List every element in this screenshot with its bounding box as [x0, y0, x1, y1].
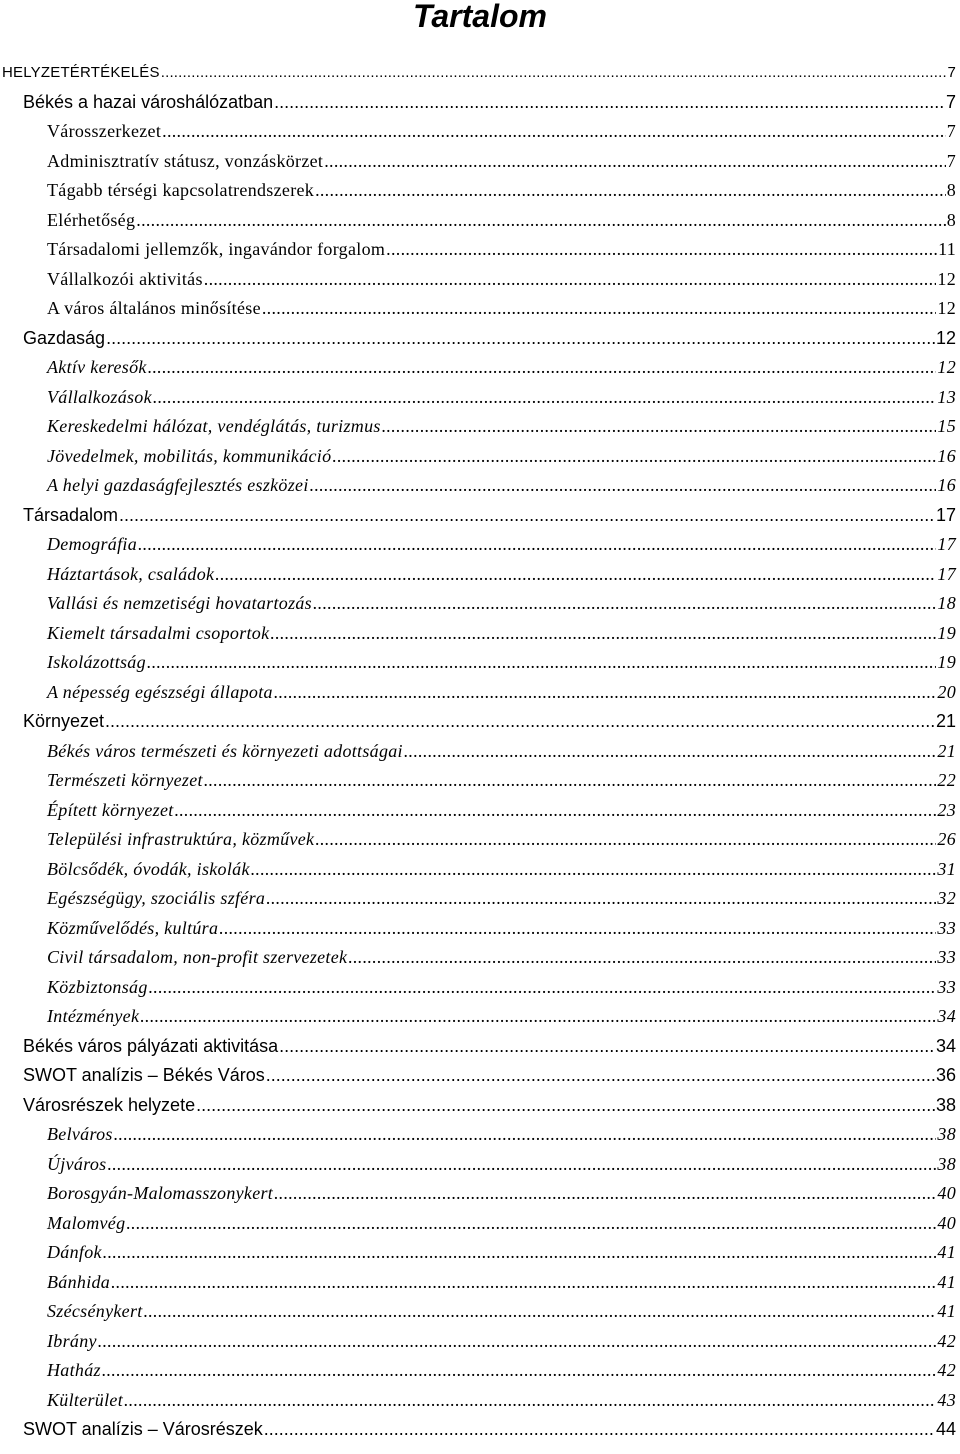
toc-entry-page-number: 34 [937, 1006, 956, 1026]
dot-leader [310, 471, 937, 501]
dot-leader [153, 383, 937, 413]
dot-leader [251, 855, 937, 885]
toc-entry-page-number: 17 [937, 534, 956, 554]
dot-leader [266, 1061, 935, 1091]
toc-section-entry[interactable] [0, 1032, 956, 1062]
toc-entry-title: Környezet [23, 711, 105, 731]
toc-section-entry[interactable] [0, 501, 956, 531]
toc-entry-page-number: 33 [937, 917, 956, 938]
toc-section-entry[interactable] [0, 88, 956, 118]
toc-entry-title: HELYZETÉRTÉKELÉS [2, 64, 160, 81]
toc-subsection-entry[interactable] [0, 1386, 956, 1416]
toc-entry-title: SWOT analízis – Békés Város [23, 1065, 265, 1085]
dot-leader [147, 648, 936, 678]
toc-entry-page-number: 36 [935, 1065, 956, 1085]
toc-entry-page-number: 33 [937, 976, 956, 997]
toc-entry-page-number: 38 [937, 1124, 956, 1144]
toc-entry-page-number: 18 [937, 593, 956, 613]
dot-leader [138, 530, 936, 560]
toc-entry-page-number: 38 [937, 1153, 956, 1174]
toc-subsection-entry[interactable] [0, 412, 956, 442]
toc-entry-title: Malomvég [47, 1212, 126, 1233]
toc-entry-title: Békés város természeti és környezeti adottságai [47, 740, 403, 761]
toc-entry-page-number: 21 [935, 711, 956, 731]
toc-entry-page-number: 13 [937, 386, 956, 407]
toc-subsection-entry[interactable] [0, 1268, 956, 1298]
toc-entry-title: Városrészek helyzete [23, 1094, 196, 1115]
toc-entry-page-number: 41 [937, 1242, 956, 1262]
dot-leader [102, 1356, 937, 1386]
toc-entry-title: Bánhida [47, 1271, 111, 1292]
toc-entry-title: Kereskedelmi hálózat, vendéglátás, turizmus [47, 416, 381, 436]
toc-entry-title: Társadalom [23, 504, 119, 525]
toc-section-entry[interactable] [0, 324, 956, 354]
dot-leader [114, 1120, 937, 1150]
toc-entry-title: Dánfok [47, 1242, 102, 1262]
dot-leader [382, 412, 937, 442]
toc-entry-title: SWOT analízis – Városrészek [23, 1419, 263, 1439]
toc-entry-page-number: 12 [937, 268, 956, 289]
toc-subsection-entry[interactable] [0, 973, 956, 1003]
toc-section-entry[interactable] [0, 1415, 956, 1445]
dot-leader [324, 147, 945, 177]
toc-entry-page-number: 7 [945, 91, 956, 112]
toc-entry-title: Újváros [47, 1153, 107, 1174]
toc-entry-page-number: 12 [935, 327, 956, 348]
dot-leader [262, 294, 937, 324]
toc-subsection-entry[interactable] [0, 766, 956, 796]
dot-leader [140, 1002, 936, 1032]
toc-subsection-entry[interactable] [0, 265, 956, 295]
dot-leader [215, 560, 936, 590]
toc-entry-page-number: 32 [937, 888, 956, 908]
dot-leader [264, 1415, 935, 1445]
toc-subsection-entry[interactable] [0, 678, 956, 708]
dot-leader [315, 176, 946, 206]
toc-subsection-entry[interactable] [0, 530, 956, 560]
toc-entry-page-number: 12 [937, 298, 956, 318]
toc-entry-page-number: 7 [947, 64, 956, 81]
toc-entry-title: Adminisztratív státusz, vonzáskörzet [47, 150, 324, 171]
toc-entry-title: Borosgyán-Malomasszonykert [47, 1183, 274, 1203]
toc-entry-title: Társadalomi jellemzők, ingavándor forgalom [47, 239, 386, 259]
toc-entry-title: Települési infrastruktúra, közművek [47, 829, 315, 849]
toc-entry-title: Szécsénykert [47, 1301, 143, 1321]
toc-subsection-entry[interactable] [0, 1327, 956, 1357]
dot-leader [119, 501, 935, 531]
toc-entry-page-number: 8 [946, 209, 956, 230]
toc-subsection-entry[interactable] [0, 353, 956, 383]
toc-entry-title: Békés város pályázati aktivitása [23, 1035, 279, 1056]
toc-entry-page-number: 19 [937, 652, 956, 672]
dot-leader [103, 1238, 937, 1268]
toc-entry-page-number: 15 [937, 416, 956, 436]
toc-entry-title: Egészségügy, szociális szféra [47, 888, 266, 908]
dot-leader [204, 265, 937, 295]
toc-entry-page-number: 26 [937, 829, 956, 849]
toc-entry-title: Békés a hazai városhálózatban [23, 91, 274, 112]
toc-entry-title: Háztartások, családok [47, 563, 215, 584]
toc-subsection-entry[interactable] [0, 471, 956, 501]
dot-leader [162, 117, 946, 147]
toc-subsection-entry[interactable] [0, 294, 956, 324]
toc-entry-title: A helyi gazdaságfejlesztés eszközei [47, 475, 309, 495]
toc-entry-title: Gazdaság [23, 327, 106, 348]
toc-entry-page-number: 22 [937, 770, 956, 790]
toc-section-entry[interactable] [0, 58, 956, 88]
dot-leader [149, 973, 937, 1003]
toc-subsection-entry[interactable] [0, 1356, 956, 1386]
dot-leader [106, 324, 935, 354]
toc-entry-page-number: 16 [937, 445, 956, 466]
dot-leader [348, 943, 936, 973]
dot-leader [315, 825, 936, 855]
toc-entry-title: Aktív keresők [47, 357, 147, 377]
toc-entry-page-number: 7 [946, 150, 956, 171]
dot-leader [274, 678, 937, 708]
dot-leader [274, 88, 945, 118]
toc-subsection-entry[interactable] [0, 1150, 956, 1180]
dot-leader [219, 914, 936, 944]
toc-entry-page-number: 16 [937, 475, 956, 495]
toc-entry-page-number: 7 [946, 121, 956, 141]
toc-subsection-entry[interactable] [0, 914, 956, 944]
dot-leader [204, 766, 937, 796]
toc-subsection-entry[interactable] [0, 147, 956, 177]
toc-entry-title: Vallási és nemzetiségi hovatartozás [47, 593, 312, 613]
toc-entry-page-number: 34 [935, 1035, 956, 1056]
toc-entry-page-number: 21 [937, 740, 956, 761]
toc-entry-page-number: 19 [937, 622, 956, 643]
toc-section-entry[interactable] [0, 1061, 956, 1091]
dot-leader [124, 1386, 936, 1416]
dot-leader [270, 619, 936, 649]
toc-entry-page-number: 42 [937, 1360, 956, 1380]
toc-entry-page-number: 43 [937, 1389, 956, 1410]
toc-entry-title: Iskolázottság [47, 652, 146, 672]
toc-subsection-entry[interactable] [0, 1002, 956, 1032]
toc-subsection-entry[interactable] [0, 442, 956, 472]
toc-entry-page-number: 33 [937, 947, 956, 967]
toc-entry-title: Közbiztonság [47, 976, 148, 997]
dot-leader [196, 1091, 935, 1121]
toc-entry-page-number: 31 [937, 858, 956, 879]
toc-subsection-entry[interactable] [0, 235, 956, 265]
toc-entry-title: Tágabb térségi kapcsolatrendszerek [47, 180, 315, 200]
toc-entry-title: Közművelődés, kultúra [47, 917, 219, 938]
toc-entry-page-number: 20 [937, 681, 956, 702]
table-of-contents [0, 58, 956, 1445]
toc-entry-page-number: 23 [937, 799, 956, 820]
toc-subsection-entry[interactable] [0, 1238, 956, 1268]
toc-entry-page-number: 11 [938, 239, 956, 259]
toc-subsection-entry[interactable] [0, 383, 956, 413]
toc-subsection-entry[interactable] [0, 855, 956, 885]
toc-entry-title: Civil társadalom, non-profit szervezetek [47, 947, 348, 967]
toc-subsection-entry[interactable] [0, 619, 956, 649]
toc-entry-title: Demográfia [47, 534, 137, 554]
toc-subsection-entry[interactable] [0, 1120, 956, 1150]
dot-leader [404, 737, 937, 767]
toc-entry-page-number: 17 [937, 563, 956, 584]
toc-entry-title: Természeti környezet [47, 770, 203, 790]
toc-entry-title: Külterület [47, 1389, 123, 1410]
toc-entry-page-number: 44 [935, 1419, 956, 1439]
toc-subsection-entry[interactable] [0, 796, 956, 826]
toc-entry-title: Ibrány [47, 1330, 97, 1351]
toc-entry-title: A város általános minősítése [47, 298, 261, 318]
dot-leader [386, 235, 937, 265]
toc-entry-title: Belváros [47, 1124, 113, 1144]
toc-section-entry[interactable] [0, 707, 956, 737]
toc-entry-title: Vállalkozások [47, 386, 152, 407]
toc-subsection-entry[interactable] [0, 1209, 956, 1239]
toc-entry-page-number: 8 [946, 180, 956, 200]
toc-subsection-entry[interactable] [0, 1297, 956, 1327]
dot-leader [111, 1268, 936, 1298]
dot-leader [107, 1150, 936, 1180]
toc-entry-title: Hatház [47, 1360, 101, 1380]
toc-entry-page-number: 40 [937, 1183, 956, 1203]
dot-leader [126, 1209, 936, 1239]
toc-subsection-entry[interactable] [0, 943, 956, 973]
toc-entry-page-number: 17 [935, 504, 956, 525]
toc-entry-title: Bölcsődék, óvodák, iskolák [47, 858, 250, 879]
toc-subsection-entry[interactable] [0, 117, 956, 147]
dot-leader [279, 1032, 935, 1062]
toc-entry-title: Jövedelmek, mobilitás, kommunikáció [47, 445, 332, 466]
dot-leader [144, 1297, 937, 1327]
toc-entry-title: Épített környezet [47, 799, 174, 820]
toc-entry-title: Kiemelt társadalmi csoportok [47, 622, 270, 643]
toc-entry-page-number: 41 [937, 1271, 956, 1292]
toc-section-entry[interactable] [0, 1091, 956, 1121]
dot-leader [266, 884, 936, 914]
dot-leader [161, 58, 947, 88]
toc-subsection-entry[interactable] [0, 589, 956, 619]
dot-leader [136, 206, 945, 236]
toc-subsection-entry[interactable] [0, 206, 956, 236]
toc-entry-title: Elérhetőség [47, 209, 136, 230]
toc-entry-page-number: 38 [935, 1094, 956, 1115]
toc-entry-title: Városszerkezet [47, 121, 162, 141]
toc-entry-title: Vállalkozói aktivitás [47, 268, 203, 289]
dot-leader [105, 707, 935, 737]
toc-entry-page-number: 41 [937, 1301, 956, 1321]
toc-subsection-entry[interactable] [0, 825, 956, 855]
dot-leader [175, 796, 937, 826]
toc-entry-title: Intézmények [47, 1006, 140, 1026]
toc-subsection-entry[interactable] [0, 737, 956, 767]
toc-subsection-entry[interactable] [0, 884, 956, 914]
toc-subsection-entry[interactable] [0, 648, 956, 678]
dot-leader [148, 353, 937, 383]
dot-leader [274, 1179, 936, 1209]
toc-entry-page-number: 42 [937, 1330, 956, 1351]
toc-subsection-entry[interactable] [0, 176, 956, 206]
toc-entry-title: A népesség egészségi állapota [47, 681, 273, 702]
dot-leader [332, 442, 936, 472]
toc-subsection-entry[interactable] [0, 560, 956, 590]
dot-leader [313, 589, 936, 619]
dot-leader [98, 1327, 937, 1357]
toc-entry-page-number: 40 [937, 1212, 956, 1233]
toc-entry-page-number: 12 [937, 357, 956, 377]
page-title: Tartalom [413, 0, 547, 34]
toc-subsection-entry[interactable] [0, 1179, 956, 1209]
